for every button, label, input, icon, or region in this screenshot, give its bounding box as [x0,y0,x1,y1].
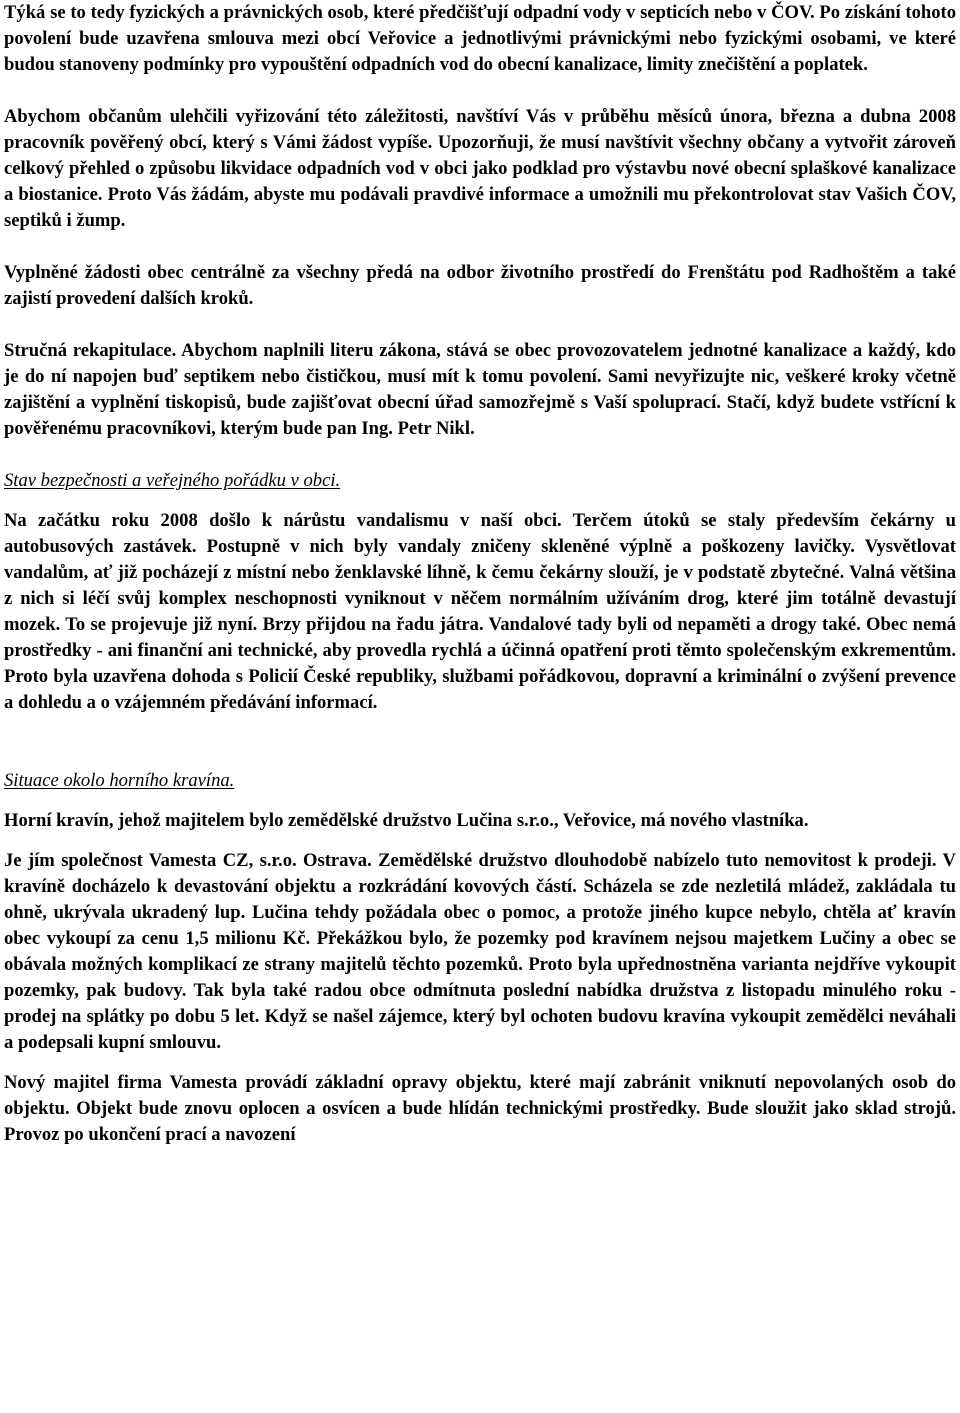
paragraph-worker-visit: Abychom občanům ulehčili vyřizování této záležitosti, navštíví Vás v průběhu měsíců února, března a dubna 2008 pracovník pověřený obcí, který s Vámi žádost vypíše. Upozorňuji, že musí navštívit všechny občany a vytvořit zároveň celkový přehled o způsobu likvidace odpadních vod v obci jako podklad pro výstavbu nové obecní splaškové kanalizace a biostanice. Proto Vás žádám, abyste mu podávali pravdivé informace a umožnili mu překontrolovat stav Vašich ČOV, septiků i žump. [4,106,956,231]
paragraph-applications-submission: Vyplněné žádosti obec centrálně za všechny předá na odbor životního prostředí do Frenštátu pod Radhoštěm a také zajistí provedení dalších kroků. [4,262,956,309]
paragraph-vandalism: Na začátku roku 2008 došlo k nárůstu vandalismu v naší obci. Terčem útoků se staly především čekárny u autobusových zastávek. Postupně v nich byly vandaly zničeny skleněné výplně a poškozeny lavičky. Vysvětlovat vandalům, ať již pocházejí z místní nebo ženklavské líhně, k čemu čekárny slouží, je v podstatě zbytečné. Valná většina z nich si léčí svůj komplex neschopnosti vyniknout v něčem normálním užíváním drog, které jim totálně devastují mozek. To se projevuje již nyní. Brzy přijdou na řadu játra. Vandalové tady byli od nepaměti a drogy také. Obec nemá prostředky - ani finanční ani technické, aby provedla rychlá a účinná opatření proti těmto společenským exkrementům. Proto byla uzavřena dohoda s Policií České republiky, službami pořádkovou, dopravní a kriminální o zvýšení prevence a dohledu a o vzájemném předávání informací. [4,510,956,713]
paragraph-repairs: Nový majitel firma Vamesta provádí základní opravy objektu, které mají zabránit vniknutí nepovolaných osob do objektu. Objekt bude znovu oplocen a osvícen a bude hlídán technickými prostředky. Bude sloužit jako sklad strojů. Provoz po ukončení prací a navození [4,1072,956,1145]
paragraph-recap: Stručná rekapitulace. Abychom naplnili literu zákona, stává se obec provozovatelem jednotné kanalizace a každý, kdo je do ní napojen buď septikem nebo čističkou, musí mít k tomu povolení. Sami nevyřizujte nic, veškeré kroky včetně zajištění a vyplnění tiskopisů, bude zajišťovat obecní úřad samozřejmě s Vaší spoluprací. Stačí, když budete vstřícní k pověřenému pracovníkovi, kterým bude pan Ing. Petr Nikl. [4,340,956,439]
document-page [4,0,956,1148]
paragraph-vamesta-purchase: Je jím společnost Vamesta CZ, s.r.o. Ostrava. Zemědělské družstvo dlouhodobě nabízelo tuto nemovitost k prodeji. V kravíně docházelo k devastování objektu a rozkrádání kovových částí. Scházela se zde nezletilá mládež, zakládala tu ohně, ukrývala ukradený lup. Lučina tehdy požádala obec o pomoc, a protože jiného kupce nebylo, chtěla ať kravín obec vykoupí za cenu 1,5 milionu Kč. Překážkou bylo, že pozemky pod kravínem nejsou majetkem Lučiny a obec se obávala možných komplikací ze strany majitelů těchto pozemků. Proto byla upřednostněna varianta nejdříve vykoupit pozemky, pak budovy. Tak byla také radou obce odmítnuta poslední nabídka družstva z listopadu minulého roku - prodej na splátky po dobu 5 let. Když se našel zájemce, který byl ochoten budovu kravína vykoupit zemědělci neváhali a podepsali kupní smlouvu. [4,850,956,1053]
section-heading-cowshed: Situace okolo horního kravína. [4,770,235,791]
section-heading-security: Stav bezpečnosti a veřejného pořádku v obci. [4,470,341,491]
paragraph-new-owner: Horní kravín, jehož majitelem bylo zemědělské družstvo Lučina s.r.o., Veřovice, má nového vlastníka. [4,810,809,831]
paragraph-wastewater-permit: Týká se to tedy fyzických a právnických osob, které předčišťují odpadní vody v septicích nebo v ČOV. Po získání tohoto povolení bude uzavřena smlouva mezi obcí Veřovice a jednotlivými právnickými nebo fyzickými osobami, ve které budou stanoveny podmínky pro vypouštění odpadních vod do obecní kanalizace, limity znečištění a poplatek. [4,2,956,75]
